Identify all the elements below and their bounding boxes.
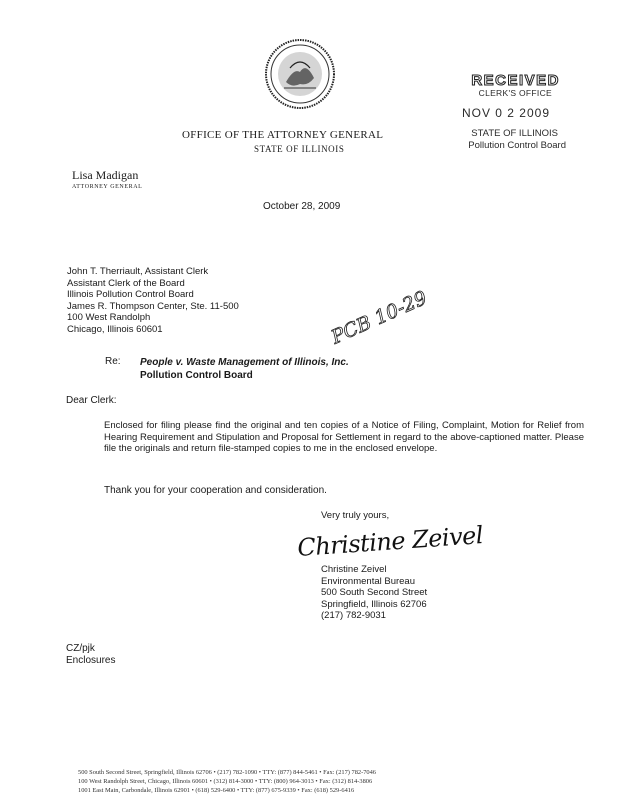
- address-line: Assistant Clerk of the Board: [67, 277, 185, 289]
- signature: [294, 516, 484, 570]
- stamp-date: NOV 0 2 2009: [461, 106, 550, 120]
- office-title: OFFICE OF THE ATTORNEY GENERAL: [182, 129, 384, 141]
- re-case-name: People v. Waste Management of Illinois, Inc.: [140, 357, 349, 368]
- re-board: Pollution Control Board: [140, 370, 253, 381]
- re-label: Re:: [105, 356, 121, 367]
- enclosures-note: Enclosures: [66, 655, 116, 666]
- recipient-address: [67, 266, 239, 336]
- state-subtitle: STATE OF ILLINOIS: [254, 144, 345, 154]
- attorney-general-name: Lisa Madigan: [72, 168, 139, 182]
- signer-block: [321, 564, 427, 622]
- stamp-state: STATE OF ILLINOIS: [471, 128, 558, 139]
- address-line: 100 West Randolph: [67, 312, 151, 324]
- closing: Very truly yours,: [321, 510, 390, 521]
- address-line: Illinois Pollution Control Board: [67, 289, 194, 301]
- letterhead-footer: [78, 768, 598, 794]
- footer-address-line: 100 West Randolph Street, Chicago, Illinois 60601 • (312) 814-3000 • TTY: (800) 964-3013 • Fax: (312) 814-3806: [78, 778, 373, 785]
- address-line: James R. Thompson Center, Ste. 11-500: [67, 300, 239, 312]
- letter-date: October 28, 2009: [263, 201, 341, 212]
- re-subject: [140, 356, 349, 382]
- body-paragraph: Enclosed for filing please find the original and ten copies of a Notice of Filing, Complaint, Motion for Relief from Hearing Requirement and Stipulation and Proposal for Settlement in regard to the above-captioned matter. Please file the originals and return file-stamped copies to me in the enclosed envelope.: [104, 420, 584, 455]
- attorney-general-title: ATTORNEY GENERAL: [72, 184, 143, 190]
- signature-text: Christine Zeivel: [296, 521, 484, 562]
- handwritten-case-number: [327, 282, 452, 357]
- footer-address-line: 1001 East Main, Carbondale, Illinois 62901 • (618) 529-6400 • TTY: (877) 675-9339 • Fax: (618) 529-6416: [78, 787, 355, 794]
- signer-line: Environmental Bureau: [321, 575, 415, 587]
- address-line: Chicago, Illinois 60601: [67, 323, 163, 335]
- typist-initials: CZ/pjk: [66, 643, 95, 654]
- signer-line: (217) 782-9031: [321, 610, 386, 622]
- salutation: Dear Clerk:: [66, 395, 117, 406]
- stamp-clerks-office: CLERK'S OFFICE: [478, 88, 552, 98]
- stamp-received: RECEIVED: [471, 72, 560, 89]
- handwritten-note-text: PCB 10-29: [328, 286, 431, 349]
- signer-line: Christine Zeivel: [321, 564, 387, 575]
- signer-line: Springfield, Illinois 62706: [321, 598, 427, 610]
- stamp-board: Pollution Control Board: [468, 140, 566, 151]
- received-stamp: [448, 72, 566, 160]
- signer-line: 500 South Second Street: [321, 587, 428, 599]
- footer-address-line: 500 South Second Street, Springfield, Illinois 62706 • (217) 782-1090 • TTY: (877) 844-5461 • Fax: (217) 782-7046: [78, 769, 376, 776]
- address-line: John T. Therriault, Assistant Clerk: [67, 266, 209, 277]
- thanks-line: Thank you for your cooperation and consideration.: [104, 485, 327, 496]
- state-seal-icon: [264, 38, 336, 110]
